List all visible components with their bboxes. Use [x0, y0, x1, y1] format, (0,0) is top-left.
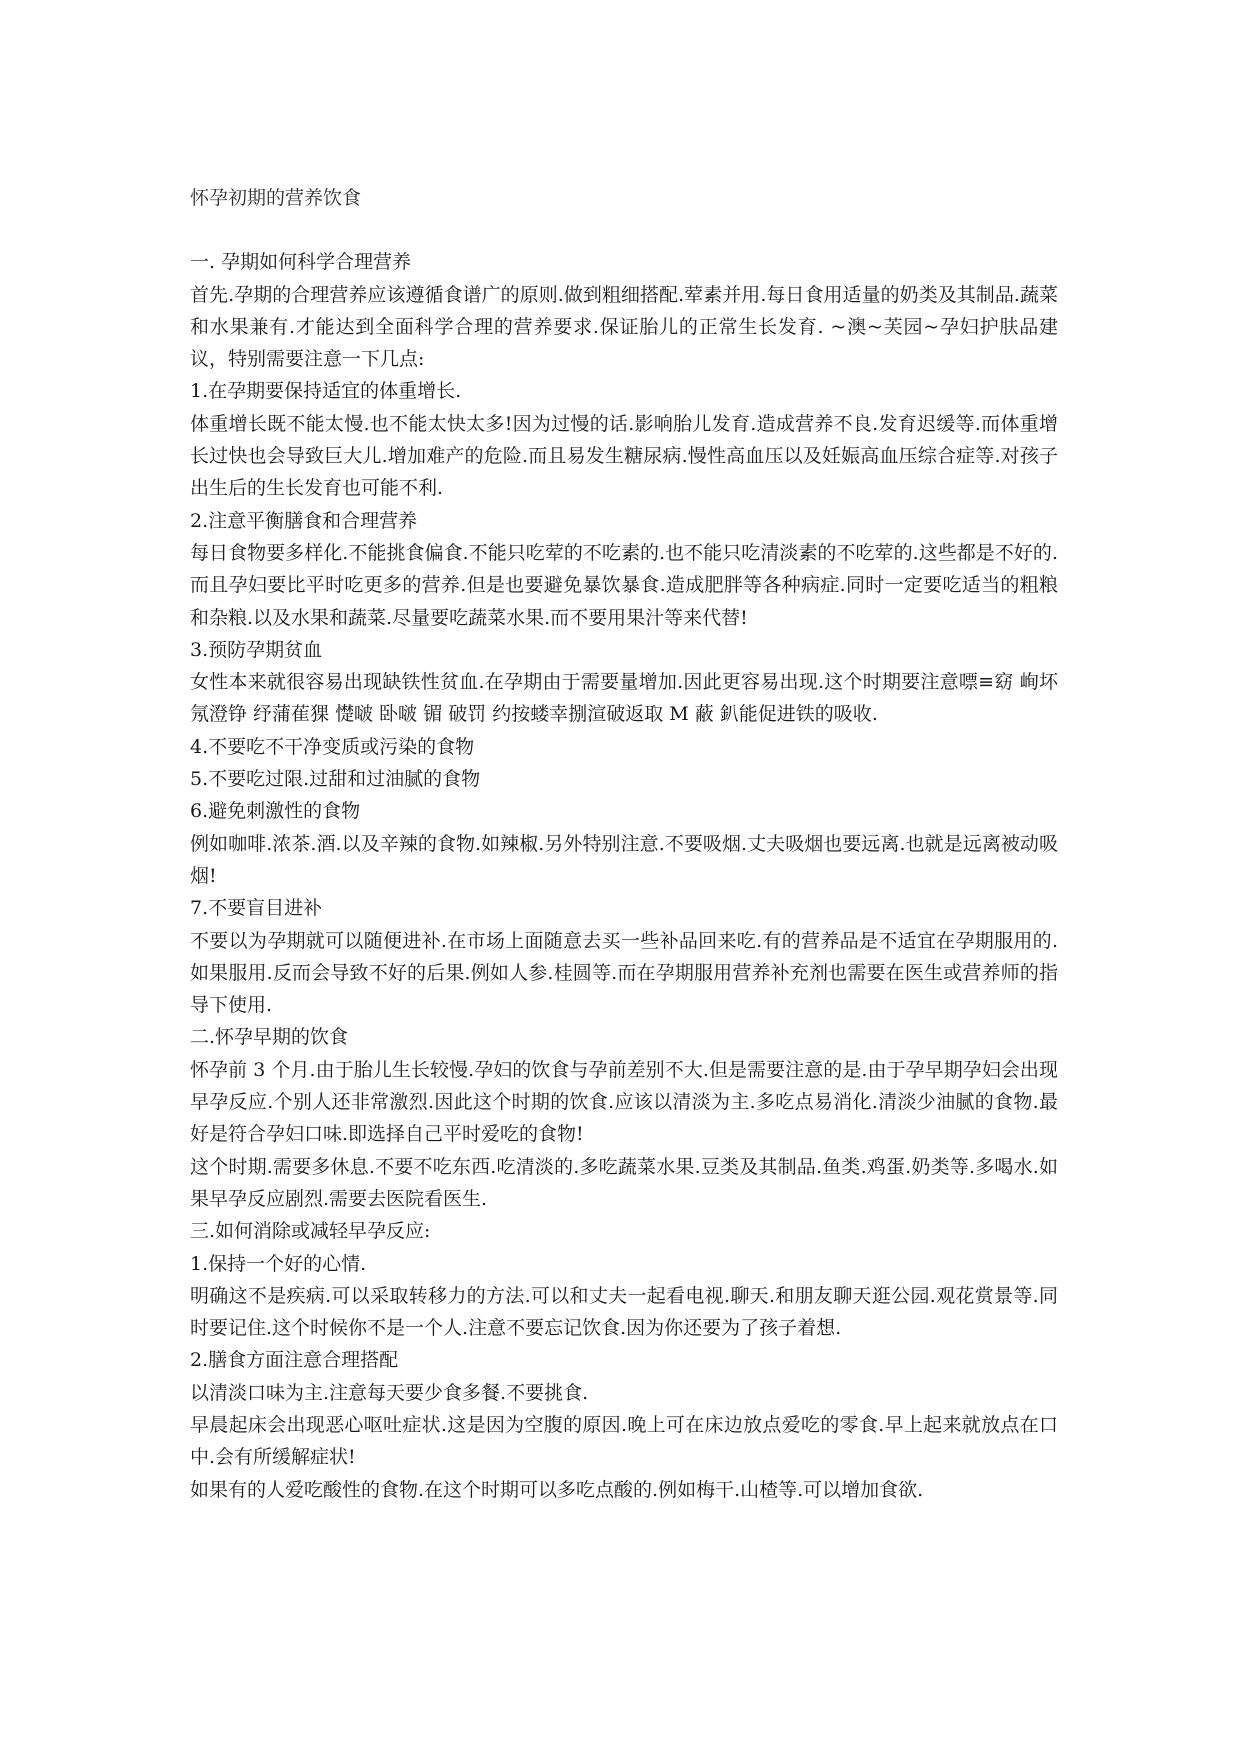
document-title: 怀孕初期的营养饮食: [190, 187, 362, 209]
section-heading: 一. 孕期如何科学合理营养: [190, 251, 412, 274]
paragraph: 明确这不是疾病.可以采取转移力的方法.可以和丈夫一起看电视.聊天.和朋友聊天逛公园.观花赏景等.同时要记住.这个时候你不是一个人.注意不要忘记饮食.因为你还要为了孩子着想.: [190, 1284, 1058, 1340]
document-page: [190, 182, 1058, 1506]
paragraph: 如果有的人爱吃酸性的食物.在这个时期可以多吃点酸的.例如梅干.山楂等.可以增加食欲.: [190, 1478, 924, 1501]
paragraph: 每日食物要多样化.不能挑食偏食.不能只吃荤的不吃素的.也不能只吃清淡素的不吃荤的.这些都是不好的.而且孕妇要比平时吃更多的营养.但是也要避免暴饮暴食.造成肥胖等各种病症.同时一定要吃适当的粗粮和杂粮.以及水果和蔬菜.尽量要吃蔬菜水果.而不要用果汁等来代替!: [190, 541, 1058, 629]
list-item: 2.注意平衡膳食和合理营养: [190, 509, 418, 532]
section-heading: 二.怀孕早期的饮食: [190, 1026, 349, 1049]
paragraph: 怀孕前 3 个月.由于胎儿生长较慢.孕妇的饮食与孕前差别不大.但是需要注意的是.由于孕早期孕妇会出现早孕反应.个别人还非常激烈.因此这个时期的饮食.应该以清淡为主.多吃点易消化.清淡少油腻的食物.最好是符合孕妇口味.即选择自己平时爱吃的食物!: [190, 1058, 1058, 1146]
list-item: 1.在孕期要保持适宜的体重增长.: [190, 380, 462, 403]
list-item: 3.预防孕期贫血: [190, 638, 323, 661]
paragraph: 例如咖啡.浓茶.酒.以及辛辣的食物.如辣椒.另外特别注意.不要吸烟.丈夫吸烟也要远离.也就是远离被动吸烟!: [190, 832, 1058, 887]
list-item: 4.不要吃不干净变质或污染的食物: [190, 735, 475, 758]
paragraph: 不要以为孕期就可以随便进补.在市场上面随意去买一些补品回来吃.有的营养品是不适宜在孕期服用的.如果服用.反而会导致不好的后果.例如人参.桂圆等.而在孕期服用营养补充剂也需要在医生或营养师的指导下使用.: [190, 929, 1058, 1017]
section-heading: 三.如何消除或减轻早孕反应:: [190, 1220, 431, 1243]
paragraph: 女性本来就很容易出现缺铁性贫血.在孕期由于需要量增加.因此更容易出现.这个时期要注意嘌≡窈 峋坏氖澄铮 纾蒲萑猓 憷啵 卧啵 镅 破罚 约按蝼幸捌渲破返取 M 蔽 釟能促进铁的吸收.: [190, 671, 1058, 726]
list-item: 1.保持一个好的心情.: [190, 1252, 367, 1275]
paragraph: 早晨起床会出现恶心呕吐症状.这是因为空腹的原因.晚上可在床边放点爱吃的零食.早上起来就放点在口中.会有所缓解症状!: [190, 1413, 1058, 1469]
paragraph: 这个时期.需要多休息.不要不吃东西.吃清淡的.多吃蔬菜水果.豆类及其制品.鱼类.鸡蛋.奶类等.多喝水.如果早孕反应剧烈.需要去医院看医生.: [190, 1155, 1058, 1210]
list-item: 7.不要盲目进补: [190, 897, 323, 920]
paragraph: 体重增长既不能太慢.也不能太快太多!因为过慢的话.影响胎儿发育.造成营养不良.发育迟缓等.而体重增长过快也会导致巨大儿.增加难产的危险.而且易发生糖尿病.慢性高血压以及妊娠高血压综合症等.对孩子出生后的生长发育也可能不利.: [190, 412, 1058, 500]
list-item: 6.避免刺激性的食物: [190, 800, 361, 823]
list-item: 2.膳食方面注意合理搭配: [190, 1349, 399, 1372]
paragraph: 首先.孕期的合理营养应该遵循食谱广的原则.做到粗细搭配.荤素并用.每日食用适量的奶类及其制品.蔬菜和水果兼有.才能达到全面科学合理的营养要求.保证胎儿的正常生长发育. ~澳~芙园~孕妇护肤品建议，特别需要注意一下几点:: [190, 283, 1058, 371]
paragraph: 以清淡口味为主.注意每天要少食多餐.不要挑食.: [190, 1381, 589, 1404]
list-item: 5.不要吃过限.过甜和过油腻的食物: [190, 768, 481, 791]
